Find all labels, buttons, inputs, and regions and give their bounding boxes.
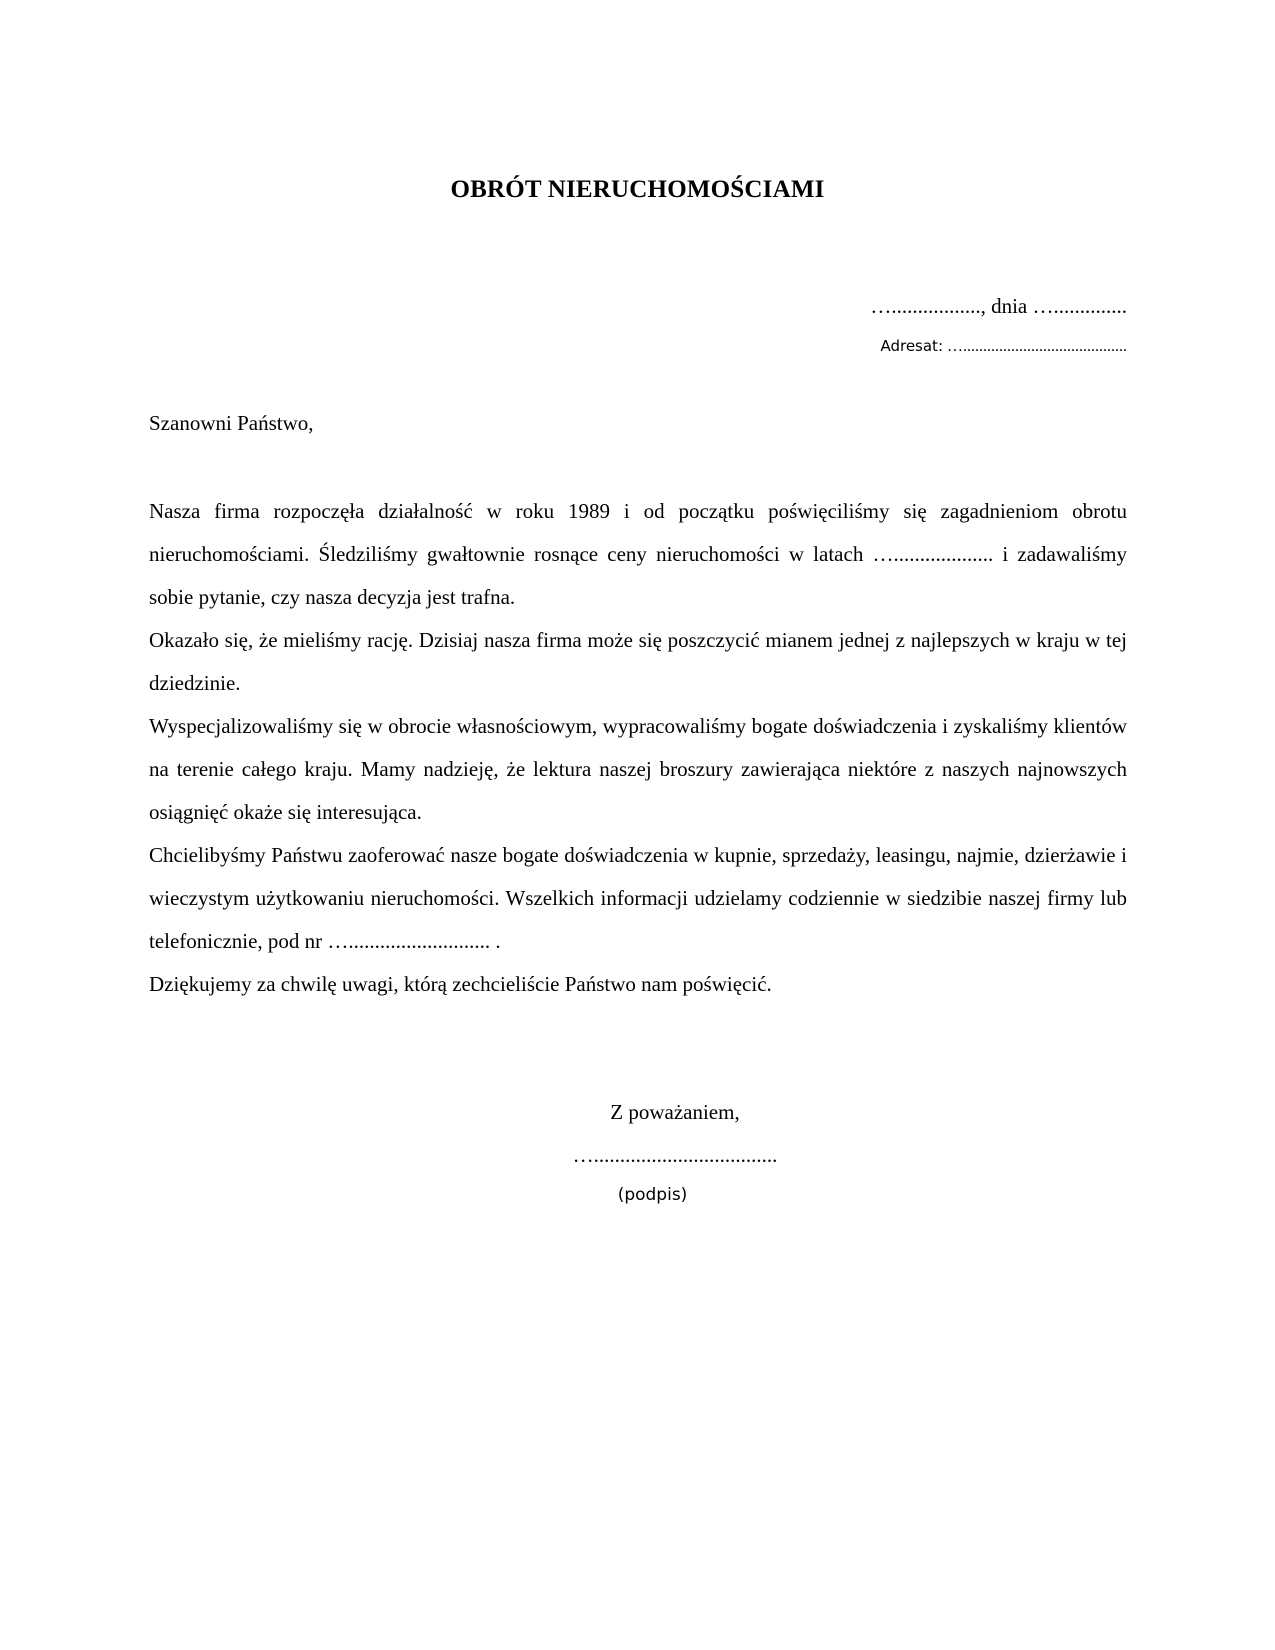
closing-phrase: Z poważaniem,	[610, 1100, 740, 1124]
signature-caption: (podpis)	[617, 1185, 688, 1205]
paragraph-offer: Chcielibyśmy Państwu zaoferować nasze bogate doświadczenia w kupnie, sprzedaży, leasingu, najmie, dzierżawie i wieczystym użytkowaniu nieruchomości. Wszelkich informacji udzielamy codziennie w siedzibie naszej firmy lub telefonicznie, pod nr …........................... .	[149, 843, 1127, 953]
addressee-label: Adresat:	[880, 337, 943, 355]
paragraph-thanks: Dziękujemy za chwilę uwagi, którą zechcieliście Państwo nam poświęcić.	[149, 972, 772, 996]
paragraph-success: Okazało się, że mieliśmy rację. Dzisiaj nasza firma może się poszczycić mianem jednej z najlepszych w kraju w tej dziedzinie.	[149, 628, 1127, 695]
paragraph-intro: Nasza firma rozpoczęła działalność w roku 1989 i od początku poświęciliśmy się zagadnieniom obrotu nieruchomościami. Śledziliśmy gwałtownie rosnące ceny nieruchomości w latach …................... i zadawaliśmy sobie pytanie, czy nasza decyzja jest trafna.	[149, 499, 1127, 609]
signature-line: …...................................	[572, 1143, 778, 1167]
document-title: OBRÓT NIERUCHOMOŚCIAMI	[450, 176, 825, 203]
salutation: Szanowni Państwo,	[149, 411, 314, 435]
addressee-line	[880, 337, 1127, 356]
place-date-line: …................., dnia …..............	[870, 294, 1127, 318]
paragraph-specialization: Wyspecjalizowaliśmy się w obrocie własnościowym, wypracowaliśmy bogate doświadczenia i zyskaliśmy klientów na terenie całego kraju. Mamy nadzieję, że lektura naszej broszury zawierająca niektóre z naszych najnowszych osiągnięć okaże się interesująca.	[149, 714, 1127, 824]
addressee-value: ….........................................	[943, 338, 1127, 355]
letter-body	[149, 490, 1127, 1006]
